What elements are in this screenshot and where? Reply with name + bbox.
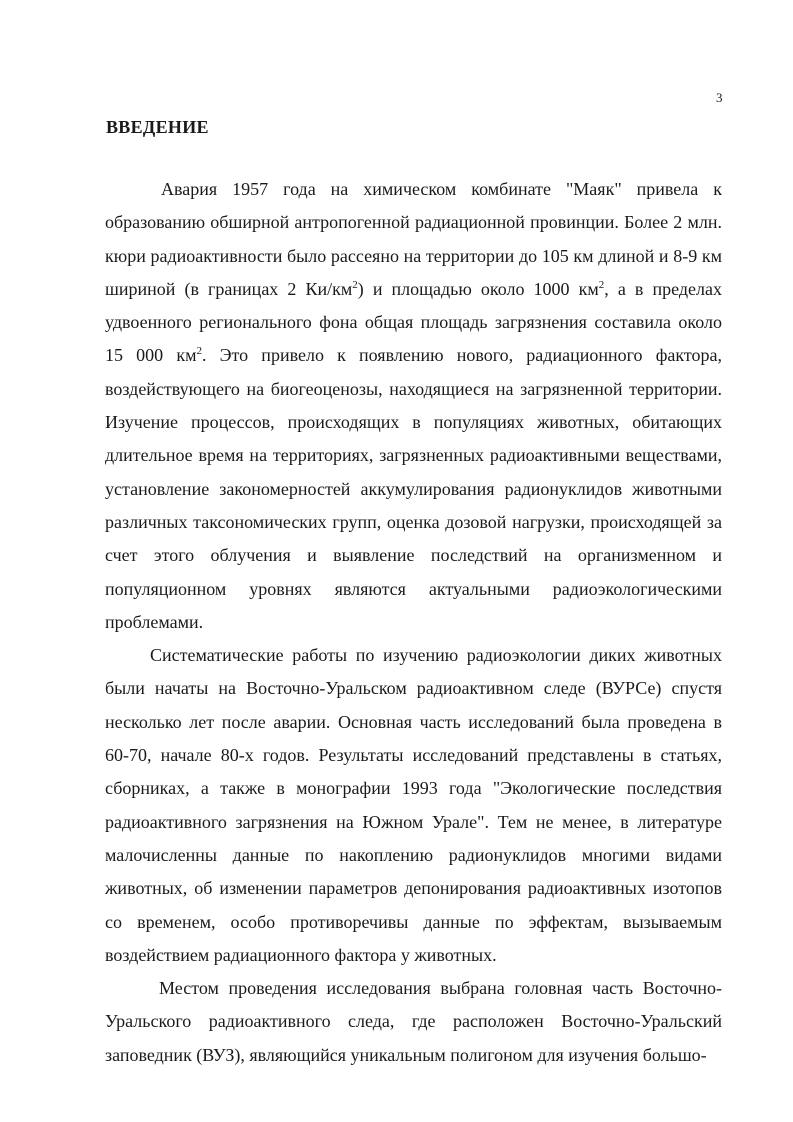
paragraph-text: . Это привело к появлению нового, радиационного фактора, воздействующего на биогеоценозы, находящиеся на загрязненной территории. Изучение процессов, происходящих в популяциях животных, обитающих длительное время на территориях, загрязненных радиоактивными веществами, установление закономерностей аккумулирования радионуклидов животными различных таксономических групп, оценка дозовой нагрузки, происходящей за счет этого облучения и выявление последствий на организменном и популяционном уровнях являются актуальными радиоэкологическими проблемами. [105,345,722,632]
superscript: 2 [352,278,358,291]
paragraph-study-site: Местом проведения исследования выбрана головная часть Восточно-Уральского радиоактивного следа, где расположен Восточно-Уральский заповедник (ВУЗ), являющийся уникальным полигоном для изучения большо- [105,978,722,1065]
superscript: 2 [196,345,202,358]
body-text [105,173,722,1072]
page-number: 3 [716,90,723,105]
section-heading: ВВЕДЕНИЕ [106,117,209,137]
paragraph-text: , а в пределах удвоенного регионального фона общая площадь загрязнения составила около 15 000 км [105,278,722,366]
paragraph-accident [105,173,722,639]
superscript: 2 [598,278,605,291]
paragraph-text: ) и площадью около 1000 км [357,278,599,299]
paragraph-text: Авария 1957 года на химическом комбинате "Маяк" привела к образованию обширной антропогенной радиационной провинции. Более 2 млн. кюри радиоактивности было рассеяно на территории до 105 км длиной и 8-9 км шириной (в границах 2 Ки/км [105,179,722,299]
paragraph-research-history: Систематические работы по изучению радиоэкологии диких животных были начаты на Восточно-Уральском радиоактивном следе (ВУРСе) спустя несколько лет после аварии. Основная часть исследований была проведена в 60-70, начале 80-х годов. Результаты исследований представлены в статьях, сборниках, а также в монографии 1993 года "Экологические последствия радиоактивного загрязнения на Южном Урале". Тем не менее, в литературе малочисленны данные по накоплению радионуклидов многими видами животных, об изменении параметров депонирования радиоактивных изотопов со временем, особо противоречивы данные по эффектам, вызываемым воздействием радиационного фактора у животных. [105,645,722,965]
